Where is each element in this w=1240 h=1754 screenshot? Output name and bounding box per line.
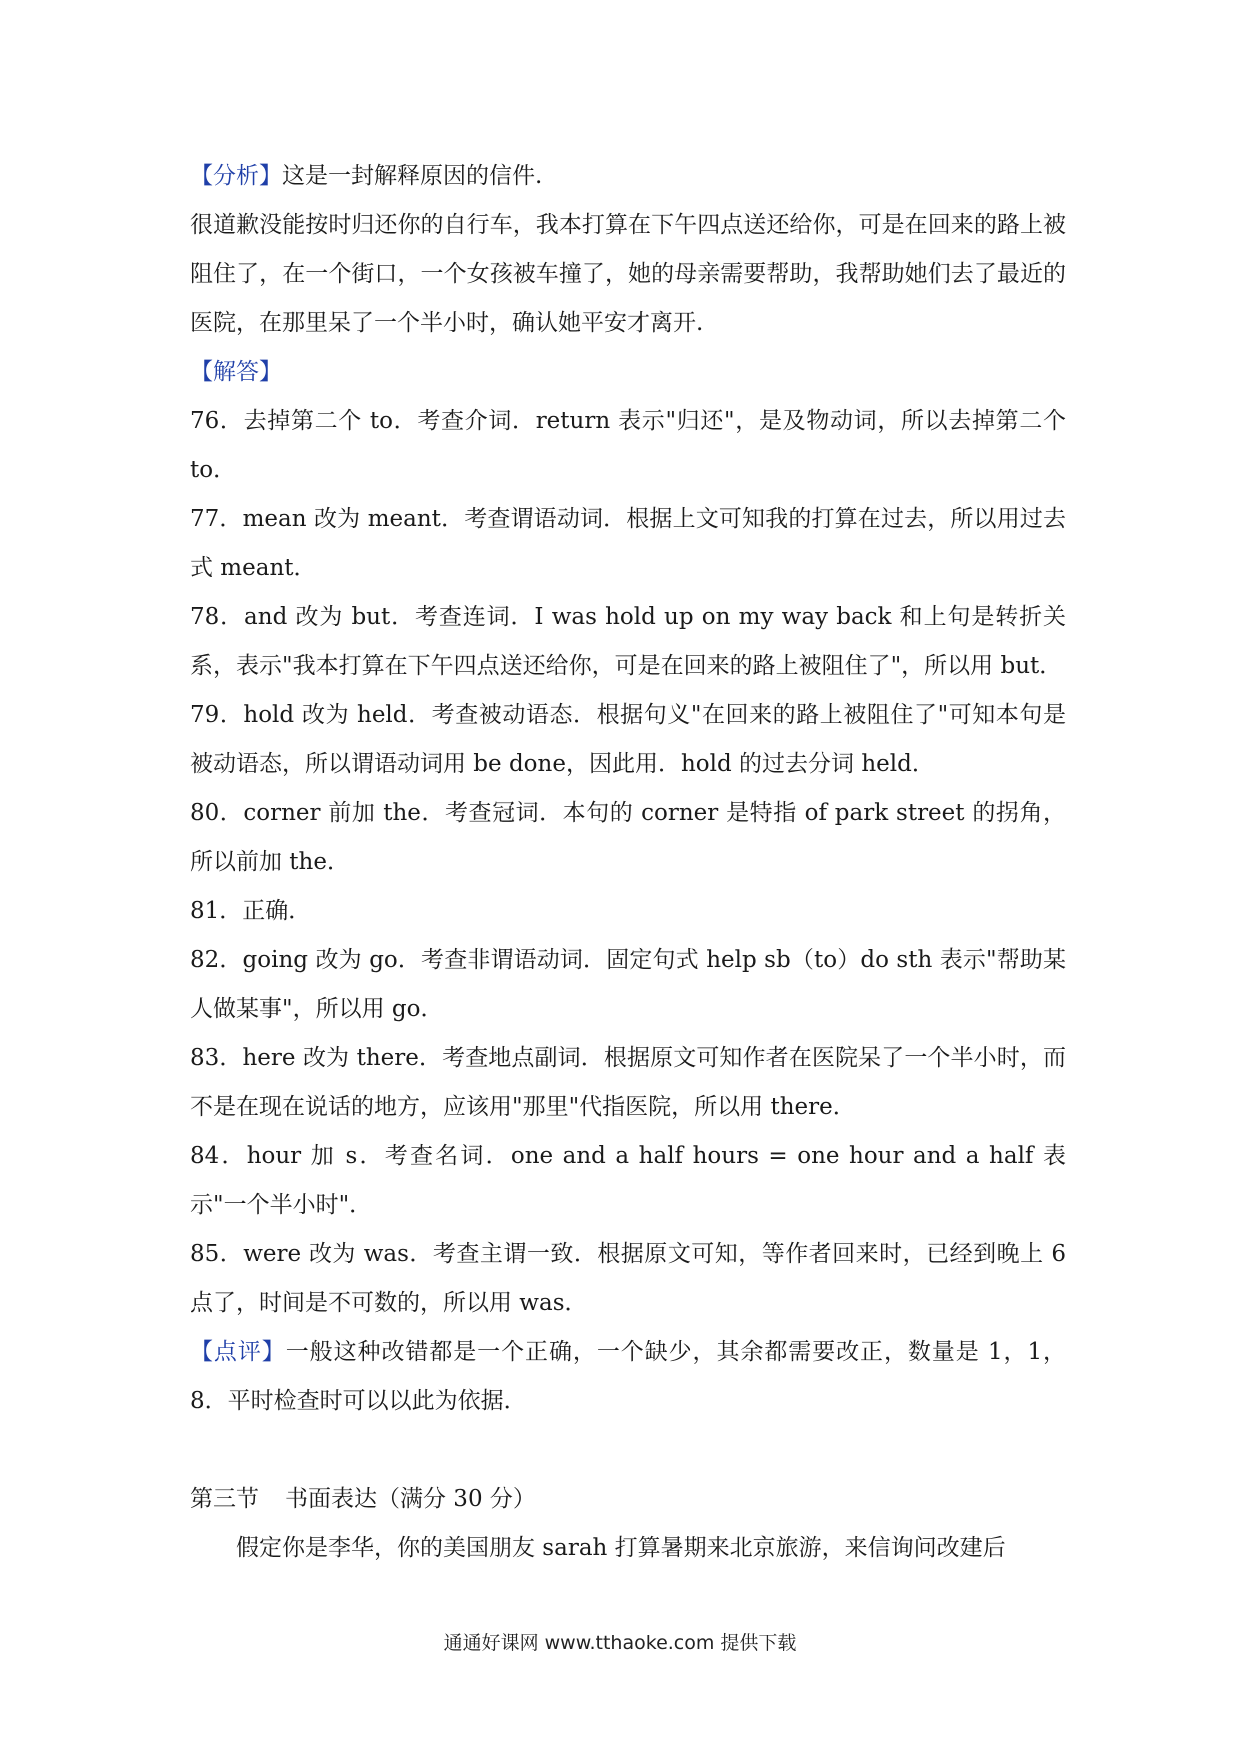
answer-item-80: 80．corner 前加 the．考查冠词．本句的 corner 是特指 of park street 的拐角，所以前加 the．	[190, 800, 1066, 875]
section-gap	[190, 1426, 1066, 1475]
answer-item-76: 76．去掉第二个 to．考查介词．return 表示"归还"，是及物动词，所以去掉第二个 to．	[190, 408, 1066, 483]
footer-credit: 通通好课网 www.tthaoke.com 提供下载	[443, 1632, 797, 1654]
answer-heading	[190, 348, 1066, 397]
section-title: 书面表达（满分 30 分）	[285, 1486, 536, 1512]
answer-item-77: 77．mean 改为 meant．考查谓语动词．根据上文可知我的打算在过去，所以用过去式 meant．	[190, 506, 1066, 581]
analysis-tag: 【分析】	[190, 163, 282, 189]
answer-tag: 【解答】	[190, 359, 282, 385]
analysis-intro	[190, 152, 1066, 201]
comment-text: 一般这种改错都是一个正确，一个缺少，其余都需要改正，数量是 1，1，8．平时检查时可以以此为依据．	[190, 1339, 1067, 1414]
section-heading	[190, 1475, 1066, 1524]
section-body: 假定你是李华，你的美国朋友 sarah 打算暑期来北京旅游，来信询问改建后	[236, 1535, 1006, 1561]
answer-item-81: 81．正确．	[190, 898, 312, 924]
answer-item-82: 82．going 改为 go．考查非谓语动词．固定句式 help sb（to）do sth 表示"帮助某人做某事"，所以用 go．	[190, 947, 1066, 1022]
answer-item-83: 83．here 改为 there．考查地点副词．根据原文可知作者在医院呆了一个半小时，而不是在现在说话的地方，应该用"那里"代指医院，所以用 there．	[190, 1045, 1066, 1120]
document-content	[190, 152, 1066, 1573]
section-number: 第三节	[190, 1486, 259, 1512]
analysis-intro-text: 这是一封解释原因的信件.	[282, 163, 543, 189]
answer-item-79: 79．hold 改为 held．考查被动语态．根据句义"在回来的路上被阻住了"可知本句是被动语态，所以谓语动词用 be done，因此用．hold 的过去分词 held．	[190, 702, 1066, 777]
comment	[190, 1328, 1066, 1426]
answer-item-78: 78．and 改为 but．考查连词．I was hold up on my way back 和上句是转折关系，表示"我本打算在下午四点送还给你，可是在回来的路上被阻住了"，所以用 but．	[190, 604, 1066, 679]
answer-item-84: 84．hour 加 s．考查名词．one and a half hours = one hour and a half 表示"一个半小时"．	[190, 1143, 1066, 1218]
answer-item-85: 85．were 改为 was．考查主谓一致．根据原文可知，等作者回来时，已经到晚上 6 点了，时间是不可数的，所以用 was．	[190, 1241, 1066, 1316]
comment-tag: 【点评】	[190, 1339, 286, 1365]
analysis-summary: 很道歉没能按时归还你的自行车，我本打算在下午四点送还给你，可是在回来的路上被阻住了，在一个街口，一个女孩被车撞了，她的母亲需要帮助，我帮助她们去了最近的医院，在那里呆了一个半小时，确认她平安才离开.	[190, 212, 1066, 336]
